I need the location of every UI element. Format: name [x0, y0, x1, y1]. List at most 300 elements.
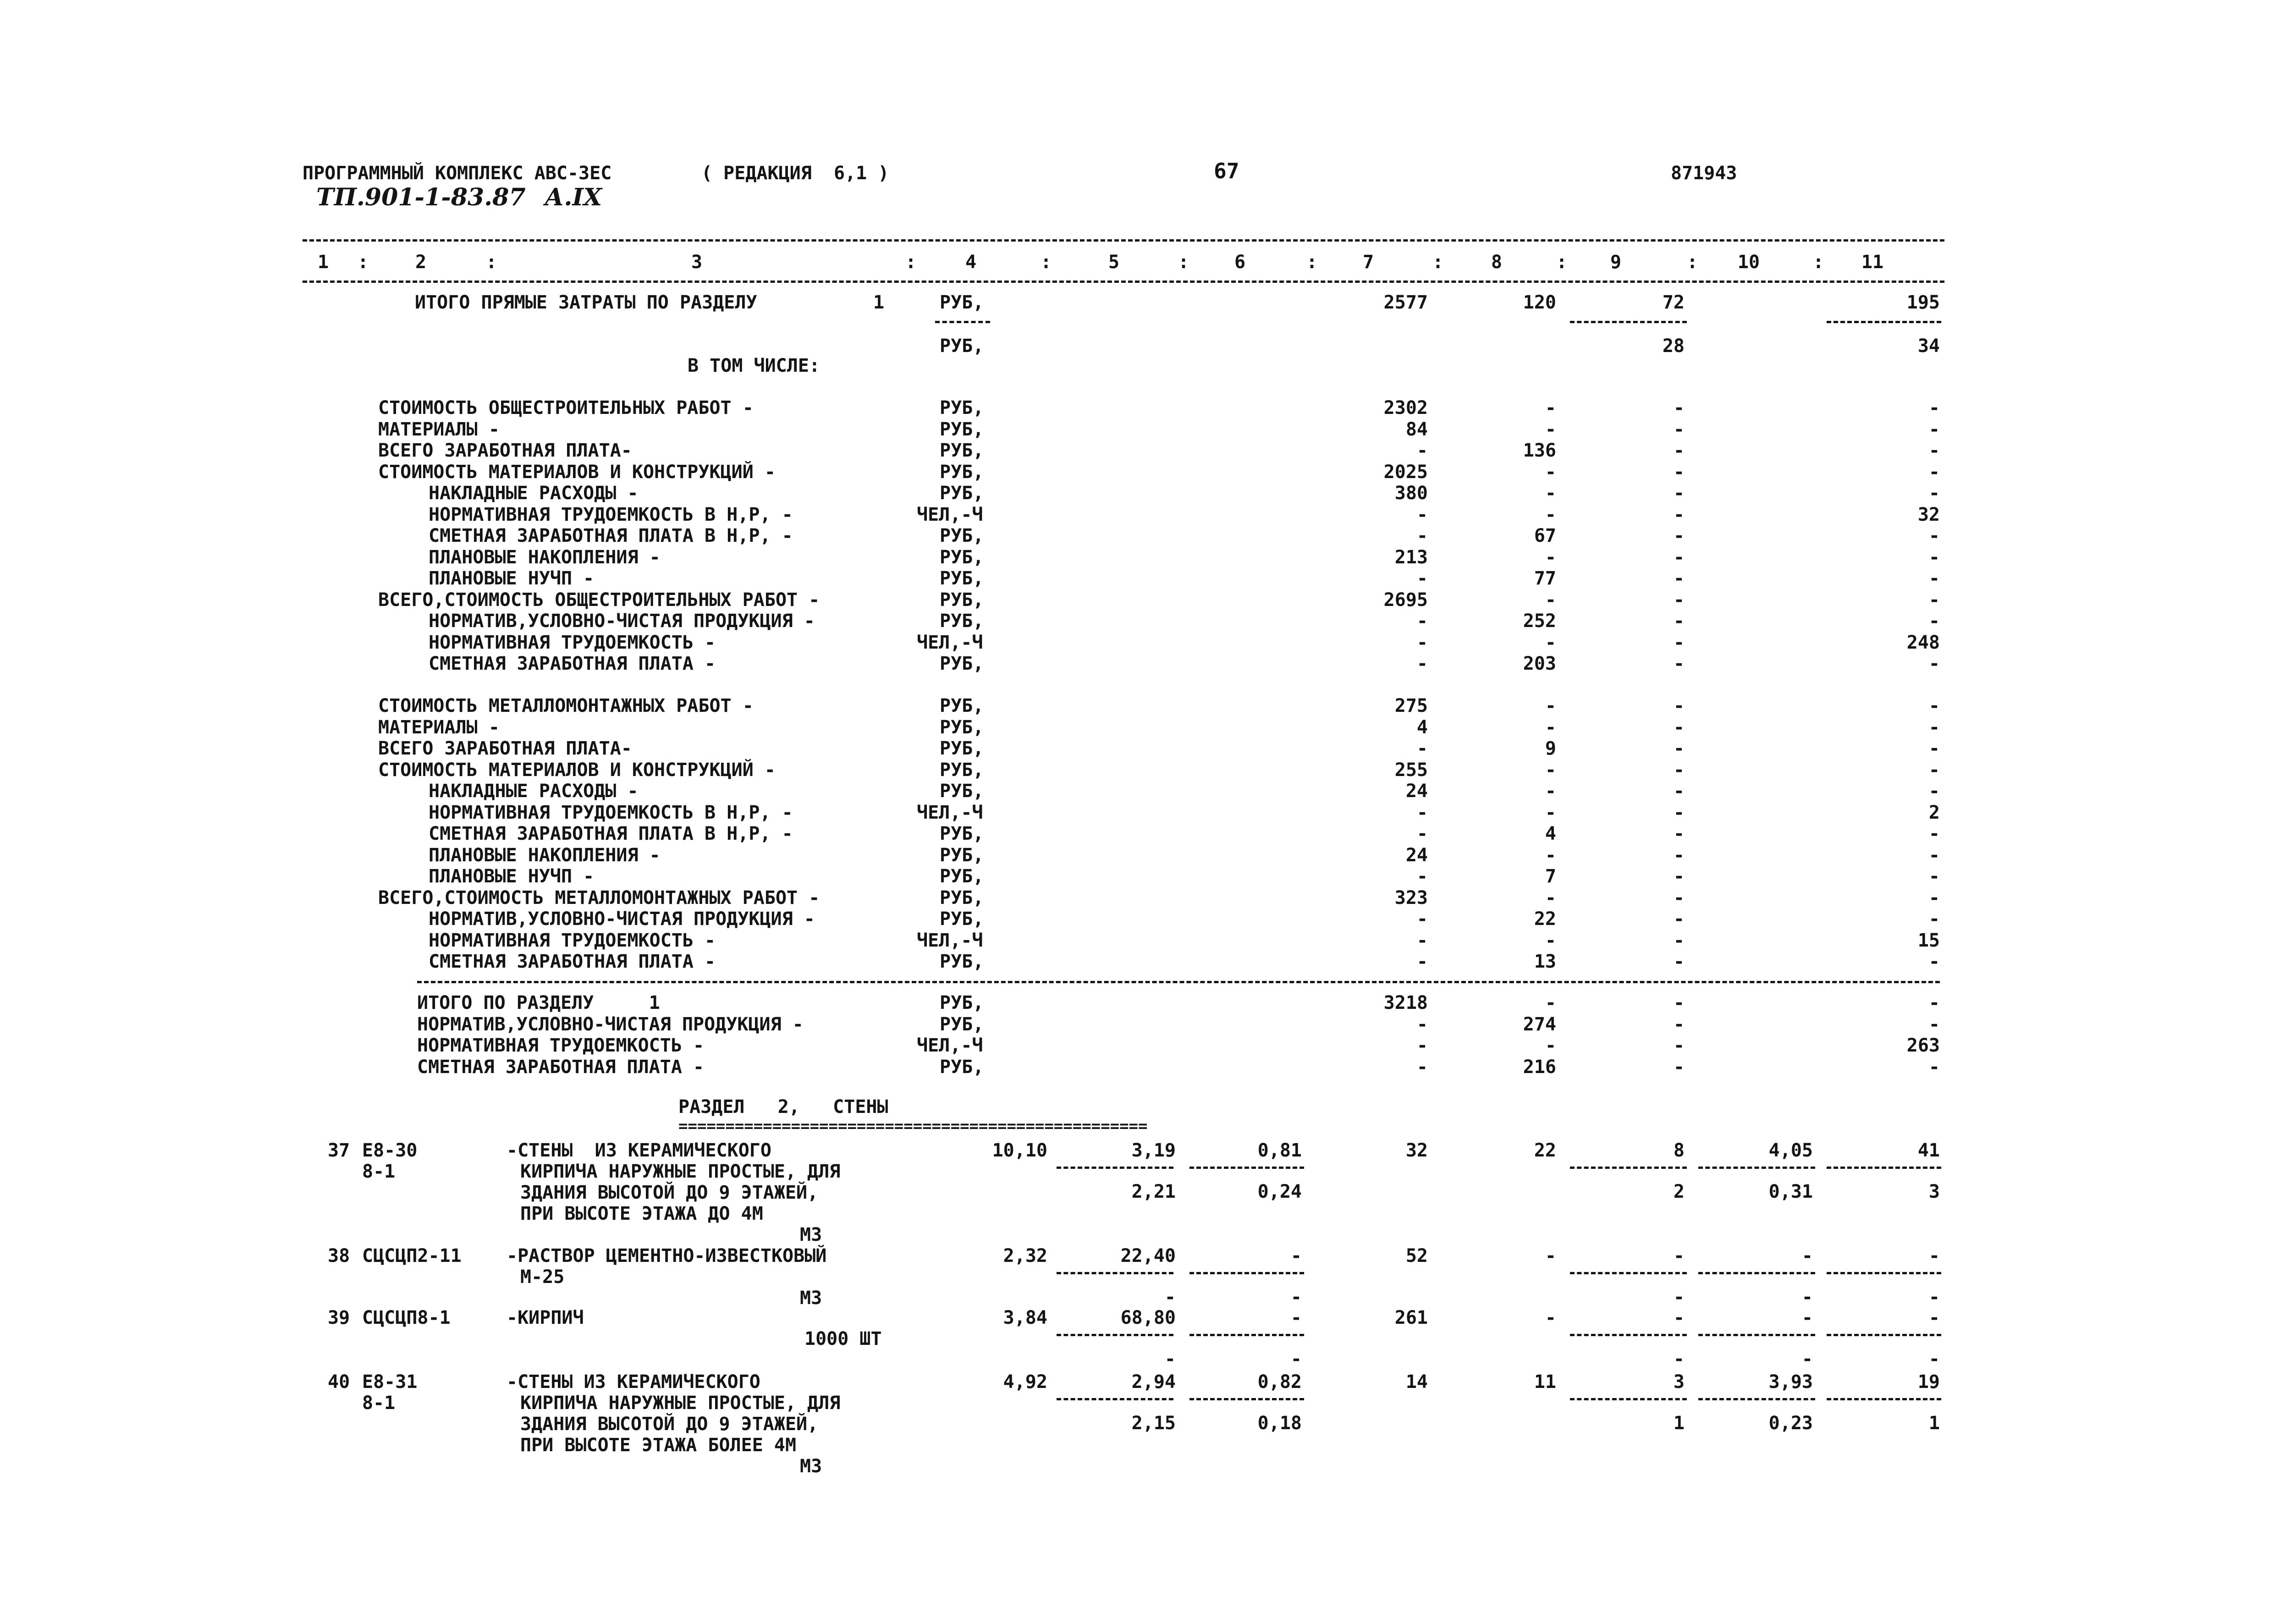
col8-value: - — [1545, 418, 1556, 440]
col9-value: - — [1673, 440, 1685, 461]
col7-value: 323 — [1394, 887, 1428, 908]
col8-value: - — [1545, 1035, 1556, 1056]
col9-rule — [1570, 1272, 1687, 1274]
unit: РУБ, — [940, 823, 984, 844]
col11-value: 1 — [1928, 1413, 1940, 1434]
column-number: 4 — [965, 252, 977, 273]
col8-value: - — [1545, 844, 1556, 866]
col9-value: - — [1673, 1307, 1685, 1328]
col8-value: 67 — [1534, 525, 1556, 546]
column-separator: : — [358, 252, 369, 273]
project-number: ТП.901-1-83.87 — [316, 183, 526, 211]
column-number: 5 — [1108, 252, 1120, 273]
col7-value: 24 — [1405, 781, 1428, 802]
album-number: А.IX — [545, 183, 602, 211]
item-number: 40 — [328, 1371, 350, 1393]
col10-rule — [1698, 1167, 1815, 1169]
unit: РУБ, — [940, 546, 984, 568]
col11-rule — [1827, 1398, 1941, 1400]
item-number: 39 — [328, 1307, 350, 1328]
col11-value: 15 — [1917, 930, 1940, 951]
col7-value: - — [1416, 611, 1428, 632]
item-code: Е8-30 — [362, 1140, 418, 1161]
col11-value: - — [1928, 1013, 1940, 1035]
col8-value: 13 — [1534, 951, 1556, 972]
col11-value: - — [1928, 1056, 1940, 1078]
col4-value: 4,92 — [1003, 1371, 1047, 1393]
column-separator: : — [1306, 252, 1318, 273]
item-description: -СТЕНЫ ИЗ КЕРАМИЧЕСКОГО — [507, 1371, 760, 1393]
row-label: НОРМАТИВНАЯ ТРУДОЕМКОСТЬ - — [429, 930, 716, 951]
col9-value: - — [1673, 802, 1685, 823]
col8-value: - — [1545, 589, 1556, 611]
col5-value: 2,15 — [1131, 1413, 1176, 1434]
unit: РУБ, — [940, 525, 984, 546]
row-label: ВСЕГО ЗАРАБОТНАЯ ПЛАТА- — [378, 738, 632, 759]
row-label: ВСЕГО ЗАРАБОТНАЯ ПЛАТА- — [378, 440, 632, 461]
item-description: ПРИ ВЫСОТЕ ЭТАЖА БОЛЕЕ 4М — [520, 1435, 797, 1456]
col6-rule — [1189, 1398, 1304, 1400]
col9-value: - — [1673, 589, 1685, 611]
col8-value: 7 — [1545, 866, 1556, 887]
col7-value: 14 — [1405, 1371, 1428, 1393]
col6-value: - — [1290, 1287, 1302, 1308]
item-code-sub: 8-1 — [362, 1393, 396, 1414]
col8-value: - — [1545, 1307, 1556, 1328]
col8-value: 203 — [1523, 653, 1556, 674]
col9-value: 28 — [1662, 336, 1685, 357]
col9-value: - — [1673, 397, 1685, 418]
unit: РУБ, — [940, 589, 984, 611]
col7-value: 261 — [1394, 1307, 1428, 1328]
col9-value: - — [1673, 1056, 1685, 1078]
col11-value: - — [1928, 738, 1940, 759]
col8-value: 274 — [1523, 1013, 1556, 1035]
section-number: 1 — [873, 292, 885, 313]
col9-rule — [1570, 321, 1687, 323]
col11-rule — [1827, 321, 1941, 323]
row-label: ПЛАНОВЫЕ НУЧП - — [429, 866, 595, 887]
col7-value: 24 — [1405, 844, 1428, 866]
col7-value: 2577 — [1383, 292, 1428, 313]
col11-value: - — [1928, 589, 1940, 611]
col6-value: 0,82 — [1257, 1371, 1302, 1393]
column-number: 1 — [317, 252, 329, 273]
col9-value: - — [1673, 483, 1685, 504]
row-label: СТОИМОСТЬ МАТЕРИАЛОВ И КОНСТРУКЦИЙ - — [378, 461, 776, 483]
col8-value: - — [1545, 930, 1556, 951]
unit: РУБ, — [940, 992, 984, 1013]
col11-value: - — [1928, 611, 1940, 632]
col9-value: 3 — [1673, 1371, 1685, 1393]
table-top-rule — [303, 239, 1944, 242]
unit: РУБ, — [940, 951, 984, 972]
col11-value: - — [1928, 1287, 1940, 1308]
col9-value: - — [1673, 1035, 1685, 1056]
col11-value: - — [1928, 653, 1940, 674]
row-label: ВСЕГО,СТОИМОСТЬ ОБЩЕСТРОИТЕЛЬНЫХ РАБОТ - — [378, 589, 820, 611]
col9-rule — [1570, 1167, 1687, 1169]
col8-value: - — [1545, 992, 1556, 1013]
section-total-label: СМЕТНАЯ ЗАРАБОТНАЯ ПЛАТА - — [417, 1056, 705, 1078]
col7-value: - — [1416, 440, 1428, 461]
col11-value: - — [1928, 908, 1940, 930]
col5-value: 3,19 — [1131, 1140, 1176, 1161]
col9-value: 72 — [1662, 292, 1685, 313]
item-number: 37 — [328, 1140, 350, 1161]
row-label: НОРМАТИВНАЯ ТРУДОЕМКОСТЬ В Н,Р, - — [429, 802, 793, 823]
page-number: 67 — [1214, 159, 1239, 183]
column-separator: : — [1432, 252, 1444, 273]
col11-rule — [1827, 1272, 1941, 1274]
section-total-label: ИТОГО ПО РАЗДЕЛУ 1 — [417, 992, 660, 1013]
col11-value: - — [1928, 483, 1940, 504]
column-separator: : — [1041, 252, 1052, 273]
unit: ЧЕЛ,-Ч — [917, 930, 983, 951]
col7-value: - — [1416, 1013, 1428, 1035]
unit: РУБ, — [940, 781, 984, 802]
item-description: КИРПИЧА НАРУЖНЫЕ ПРОСТЫЕ, ДЛЯ — [520, 1393, 841, 1414]
unit: РУБ, — [940, 695, 984, 716]
col11-value: 41 — [1917, 1140, 1940, 1161]
unit: ЧЕЛ,-Ч — [917, 1035, 983, 1056]
unit: РУБ, — [940, 908, 984, 930]
col8-value: 22 — [1534, 1140, 1556, 1161]
col8-value: - — [1545, 632, 1556, 653]
col5-rule — [1057, 1334, 1173, 1336]
program-title: ПРОГРАММНЫЙ КОМПЛЕКС АВС-ЗЕС — [303, 163, 612, 184]
item-description: -РАСТВОР ЦЕМЕНТНО-ИЗВЕСТКОВЫЙ — [507, 1245, 827, 1266]
col10-rule — [1698, 1398, 1815, 1400]
col10-rule — [1698, 1272, 1815, 1274]
section-total-label: НОРМАТИВ,УСЛОВНО-ЧИСТАЯ ПРОДУКЦИЯ - — [417, 1013, 804, 1035]
row-label: ВСЕГО,СТОИМОСТЬ МЕТАЛЛОМОНТАЖНЫХ РАБОТ - — [378, 887, 820, 908]
col11-value: - — [1928, 1349, 1940, 1370]
col10-value: 4,05 — [1768, 1140, 1813, 1161]
col9-value: - — [1673, 844, 1685, 866]
col8-value: 4 — [1545, 823, 1556, 844]
item-description: КИРПИЧА НАРУЖНЫЕ ПРОСТЫЕ, ДЛЯ — [520, 1161, 841, 1182]
col9-value: - — [1673, 992, 1685, 1013]
col9-value: - — [1673, 525, 1685, 546]
col7-value: 84 — [1405, 418, 1428, 440]
col11-value: 195 — [1906, 292, 1940, 313]
column-separator: : — [1687, 252, 1698, 273]
col9-value: - — [1673, 1245, 1685, 1266]
col9-value: - — [1673, 632, 1685, 653]
document-code: 871943 — [1671, 163, 1737, 184]
unit: РУБ, — [940, 483, 984, 504]
column-number: 6 — [1234, 252, 1246, 273]
column-number: 11 — [1861, 252, 1884, 273]
col7-value: - — [1416, 632, 1428, 653]
col8-value: - — [1545, 781, 1556, 802]
col7-value: 2025 — [1383, 461, 1428, 483]
col7-value: - — [1416, 908, 1428, 930]
col8-value: 9 — [1545, 738, 1556, 759]
column-separator: : — [486, 252, 497, 273]
col8-value: - — [1545, 695, 1556, 716]
col8-value: - — [1545, 504, 1556, 525]
col10-rule — [1698, 1334, 1815, 1336]
unit: РУБ, — [940, 292, 984, 313]
col9-value: 8 — [1673, 1140, 1685, 1161]
item-description: ЗДАНИЯ ВЫСОТОЙ ДО 9 ЭТАЖЕЙ, — [520, 1414, 819, 1435]
unit: РУБ, — [940, 397, 984, 418]
section-title: РАЗДЕЛ 2, СТЕНЫ — [678, 1096, 888, 1118]
col7-value: - — [1416, 930, 1428, 951]
column-number: 10 — [1737, 252, 1760, 273]
column-number: 2 — [415, 252, 427, 273]
column-separator: : — [1556, 252, 1568, 273]
col8-value: 11 — [1534, 1371, 1556, 1393]
item-code: СЦСЦП2-11 — [362, 1245, 462, 1266]
col11-value: - — [1928, 397, 1940, 418]
col9-value: - — [1673, 611, 1685, 632]
col8-value: - — [1545, 461, 1556, 483]
col7-value: 2302 — [1383, 397, 1428, 418]
col8-value: - — [1545, 1245, 1556, 1266]
col7-value: 32 — [1405, 1140, 1428, 1161]
total-direct-label: ИТОГО ПРЯМЫЕ ЗАТРАТЫ ПО РАЗДЕЛУ — [415, 292, 757, 313]
unit: РУБ, — [940, 461, 984, 483]
col9-value: - — [1673, 1013, 1685, 1035]
item-description: ПРИ ВЫСОТЕ ЭТАЖА ДО 4М — [520, 1203, 763, 1224]
col9-value: - — [1673, 823, 1685, 844]
row-label: ПЛАНОВЫЕ НУЧП - — [429, 568, 595, 589]
col4-value: 10,10 — [992, 1140, 1047, 1161]
col8-value: - — [1545, 759, 1556, 781]
col9-value: - — [1673, 930, 1685, 951]
item-number: 38 — [328, 1245, 350, 1266]
col11-value: 248 — [1906, 632, 1940, 653]
col11-value: 3 — [1928, 1181, 1940, 1202]
col7-value: - — [1416, 1056, 1428, 1078]
item-unit: М3 — [800, 1288, 822, 1309]
unit: ЧЕЛ,-Ч — [917, 632, 983, 653]
unit: РУБ, — [940, 759, 984, 781]
col5-value: 68,80 — [1120, 1307, 1176, 1328]
col11-value: 19 — [1917, 1371, 1940, 1393]
col10-value: 0,23 — [1768, 1413, 1813, 1434]
col11-rule — [1827, 1167, 1941, 1169]
item-code: СЦСЦП8-1 — [362, 1307, 451, 1328]
col6-value: 0,18 — [1257, 1413, 1302, 1434]
col8-value: 77 — [1534, 568, 1556, 589]
col9-value: - — [1673, 759, 1685, 781]
col11-value: - — [1928, 546, 1940, 568]
col8-value: 136 — [1523, 440, 1556, 461]
col7-value: 380 — [1394, 483, 1428, 504]
col9-value: - — [1673, 653, 1685, 674]
col6-rule — [1189, 1167, 1304, 1169]
column-number: 8 — [1491, 252, 1503, 273]
edition-label: ( РЕДАКЦИЯ 6,1 ) — [701, 163, 889, 184]
col9-value: - — [1673, 887, 1685, 908]
row-label: НАКЛАДНЫЕ РАСХОДЫ - — [429, 483, 639, 504]
col7-value: 52 — [1405, 1245, 1428, 1266]
col9-value: - — [1673, 504, 1685, 525]
row-label: МАТЕРИАЛЫ - — [378, 418, 500, 440]
unit: РУБ, — [940, 1013, 984, 1035]
row-label: СТОИМОСТЬ ОБЩЕСТРОИТЕЛЬНЫХ РАБОТ - — [378, 397, 754, 418]
column-number: 9 — [1610, 252, 1622, 273]
item-unit: 1000 ШТ — [804, 1328, 882, 1349]
col5-value: 2,21 — [1131, 1181, 1176, 1202]
item-unit: М3 — [800, 1456, 822, 1477]
col11-value: - — [1928, 823, 1940, 844]
col11-value: - — [1928, 759, 1940, 781]
col7-value: - — [1416, 866, 1428, 887]
row-label: НОРМАТИВНАЯ ТРУДОЕМКОСТЬ В Н,Р, - — [429, 504, 793, 525]
item-description: ЗДАНИЯ ВЫСОТОЙ ДО 9 ЭТАЖЕЙ, — [520, 1182, 819, 1203]
col11-rule — [1827, 1334, 1941, 1336]
col11-value: 32 — [1917, 504, 1940, 525]
col7-value: - — [1416, 951, 1428, 972]
row-label: ПЛАНОВЫЕ НАКОПЛЕНИЯ - — [429, 844, 661, 866]
section-underline: ================================================== — [678, 1117, 1148, 1135]
row-label: НОРМАТИВ,УСЛОВНО-ЧИСТАЯ ПРОДУКЦИЯ - — [429, 611, 815, 632]
column-number: 3 — [691, 252, 703, 273]
col9-value: - — [1673, 546, 1685, 568]
col11-value: - — [1928, 781, 1940, 802]
row-label: МАТЕРИАЛЫ - — [378, 716, 500, 738]
col7-value: 275 — [1394, 695, 1428, 716]
col8-value: 216 — [1523, 1056, 1556, 1078]
col11-value: - — [1928, 461, 1940, 483]
col7-value: 255 — [1394, 759, 1428, 781]
col6-value: 0,24 — [1257, 1181, 1302, 1202]
col11-value: 2 — [1928, 802, 1940, 823]
col7-value: - — [1416, 1035, 1428, 1056]
col7-value: 2695 — [1383, 589, 1428, 611]
col11-value: - — [1928, 525, 1940, 546]
col9-value: - — [1673, 461, 1685, 483]
col9-value: - — [1673, 866, 1685, 887]
unit: РУБ, — [940, 418, 984, 440]
col9-value: - — [1673, 716, 1685, 738]
col11-value: 34 — [1917, 336, 1940, 357]
col11-value: - — [1928, 695, 1940, 716]
unit: РУБ, — [940, 887, 984, 908]
col7-value: - — [1416, 823, 1428, 844]
col9-value: 2 — [1673, 1181, 1685, 1202]
col11-value: - — [1928, 418, 1940, 440]
col5-rule — [1057, 1272, 1173, 1274]
col6-value: 0,81 — [1257, 1140, 1302, 1161]
col11-value: - — [1928, 951, 1940, 972]
col10-value: 0,31 — [1768, 1181, 1813, 1202]
unit: РУБ, — [940, 716, 984, 738]
row-label: СМЕТНАЯ ЗАРАБОТНАЯ ПЛАТА - — [429, 653, 716, 674]
row-label: СТОИМОСТЬ МЕТАЛЛОМОНТАЖНЫХ РАБОТ - — [378, 695, 754, 716]
col9-rule — [1570, 1334, 1687, 1336]
column-header-rule — [303, 281, 1944, 283]
col9-value: - — [1673, 418, 1685, 440]
col5-rule — [1057, 1398, 1173, 1400]
col8-value: - — [1545, 483, 1556, 504]
row-label: НОРМАТИВ,УСЛОВНО-ЧИСТАЯ ПРОДУКЦИЯ - — [429, 908, 815, 930]
col8-value: 22 — [1534, 908, 1556, 930]
row-label: СМЕТНАЯ ЗАРАБОТНАЯ ПЛАТА В Н,Р, - — [429, 525, 793, 546]
col5-rule — [1057, 1167, 1173, 1169]
col11-value: - — [1928, 844, 1940, 866]
col8-value: - — [1545, 887, 1556, 908]
unit: РУБ, — [940, 844, 984, 866]
col8-value: - — [1545, 546, 1556, 568]
section-total-rule — [417, 981, 1940, 983]
item-description: М-25 — [520, 1266, 565, 1288]
col9-value: - — [1673, 1287, 1685, 1308]
item-unit: М3 — [800, 1224, 822, 1245]
col10-value: - — [1801, 1245, 1813, 1266]
col9-value: 1 — [1673, 1413, 1685, 1434]
col7-value: - — [1416, 802, 1428, 823]
column-separator: : — [905, 252, 917, 273]
item-code-sub: 8-1 — [362, 1161, 396, 1182]
col9-value: - — [1673, 568, 1685, 589]
item-description: -СТЕНЫ ИЗ КЕРАМИЧЕСКОГО — [507, 1140, 771, 1161]
col6-value: - — [1290, 1349, 1302, 1370]
unit: РУБ, — [940, 568, 984, 589]
section-total-label: НОРМАТИВНАЯ ТРУДОЕМКОСТЬ - — [417, 1035, 705, 1056]
unit: ЧЕЛ,-Ч — [917, 504, 983, 525]
col5-value: 22,40 — [1120, 1245, 1176, 1266]
col5-value: - — [1164, 1349, 1176, 1370]
incl-label: В ТОМ ЧИСЛЕ: — [688, 355, 820, 376]
col5-value: - — [1164, 1287, 1176, 1308]
col5-value: 2,94 — [1131, 1371, 1176, 1393]
col6-rule — [1189, 1272, 1304, 1274]
unit-rule — [935, 321, 990, 323]
unit: РУБ, — [940, 336, 984, 357]
col11-value: - — [1928, 440, 1940, 461]
unit: РУБ, — [940, 440, 984, 461]
item-description: -КИРПИЧ — [507, 1307, 584, 1328]
row-label: СТОИМОСТЬ МАТЕРИАЛОВ И КОНСТРУКЦИЙ - — [378, 759, 776, 781]
col10-value: - — [1801, 1307, 1813, 1328]
col7-value: - — [1416, 738, 1428, 759]
col7-value: - — [1416, 653, 1428, 674]
unit: РУБ, — [940, 738, 984, 759]
col10-value: - — [1801, 1287, 1813, 1308]
col11-value: - — [1928, 992, 1940, 1013]
row-label: СМЕТНАЯ ЗАРАБОТНАЯ ПЛАТА - — [429, 951, 716, 972]
col9-rule — [1570, 1398, 1687, 1400]
col8-value: - — [1545, 802, 1556, 823]
unit: РУБ, — [940, 866, 984, 887]
col10-value: - — [1801, 1349, 1813, 1370]
column-number: 7 — [1362, 252, 1374, 273]
col9-value: - — [1673, 695, 1685, 716]
col11-value: - — [1928, 1307, 1940, 1328]
col6-value: - — [1290, 1307, 1302, 1328]
col8-value: 252 — [1523, 611, 1556, 632]
unit: РУБ, — [940, 653, 984, 674]
unit: РУБ, — [940, 611, 984, 632]
col7-value: - — [1416, 525, 1428, 546]
col11-value: - — [1928, 716, 1940, 738]
col11-value: - — [1928, 887, 1940, 908]
col11-value: - — [1928, 1245, 1940, 1266]
column-separator: : — [1813, 252, 1824, 273]
col9-value: - — [1673, 951, 1685, 972]
col7-value: 213 — [1394, 546, 1428, 568]
col9-value: - — [1673, 908, 1685, 930]
col8-value: - — [1545, 397, 1556, 418]
col7-value: - — [1416, 568, 1428, 589]
col4-value: 2,32 — [1003, 1245, 1047, 1266]
